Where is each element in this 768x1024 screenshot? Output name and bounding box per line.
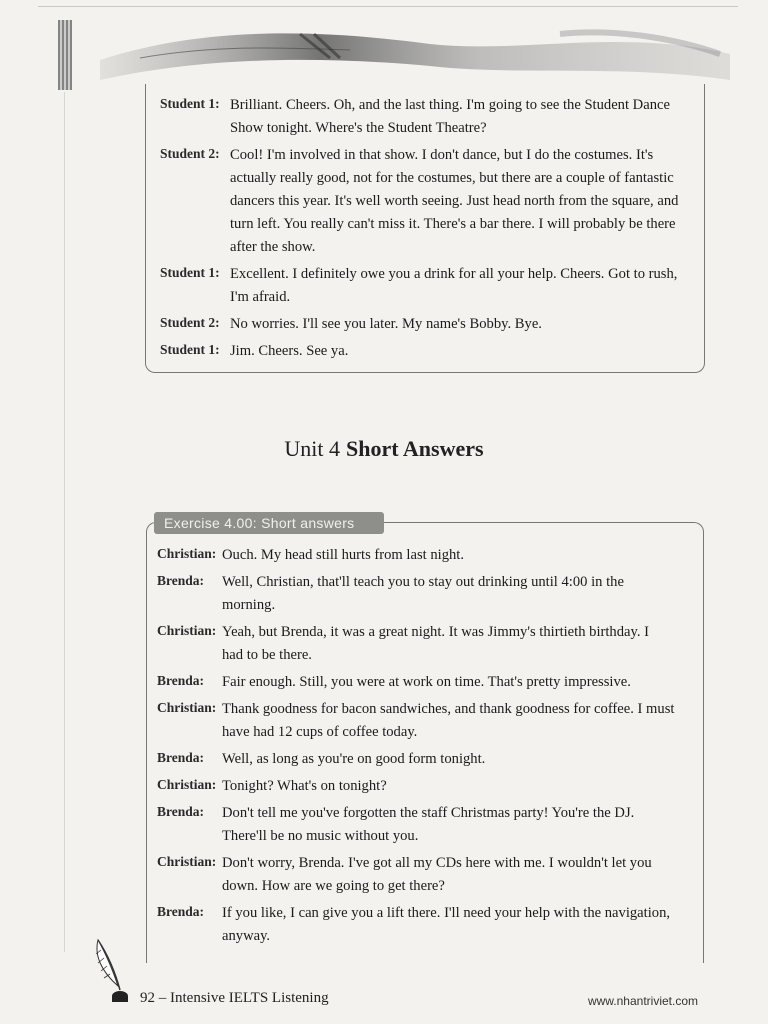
speaker-name: Brenda: (157, 673, 205, 688)
unit-heading (0, 436, 768, 462)
page-margin-line (64, 92, 65, 952)
speaker-name: Christian: (157, 700, 217, 715)
speech-line: actually really good, not for the costumes, but there are a couple of fantastic (230, 170, 674, 186)
speaker-name: Student 2: (160, 315, 220, 330)
speech-line: Show tonight. Where's the Student Theatre? (230, 120, 487, 136)
speech-line: If you like, I can give you a lift there. I'll need your help with the navigation, (222, 905, 671, 921)
speaker-name: Brenda: (157, 750, 205, 765)
speech-line: There'll be no music without you. (222, 828, 419, 844)
speech-line: after the show. (230, 239, 316, 255)
speech-line: Tonight? What's on tonight? (222, 778, 387, 794)
speech-line: Well, Christian, that'll teach you to stay out drinking until 4:00 in the (222, 574, 624, 590)
unit-number: Unit 4 (284, 436, 341, 461)
speech-line: anyway. (222, 928, 271, 944)
speaker-name: Student 1: (160, 342, 220, 357)
speech-line: Ouch. My head still hurts from last night. (222, 547, 464, 563)
speaker-name: Christian: (157, 623, 217, 638)
speech-line: Well, as long as you're on good form tonight. (222, 751, 486, 767)
speech-line: had to be there. (222, 647, 312, 663)
speech-line: dancers this year. It's well worth seeing. Just head north from the square, and (230, 193, 679, 209)
speaker-name: Christian: (157, 854, 217, 869)
speech-line: No worries. I'll see you later. My name's Bobby. Bye. (230, 316, 542, 332)
speech-line: Don't worry, Brenda. I've got all my CDs here with me. I wouldn't let you (222, 855, 652, 871)
footer-website-link[interactable]: www.nhantriviet.com (587, 994, 698, 1008)
speaker-name: Brenda: (157, 573, 205, 588)
speaker-name: Christian: (157, 777, 217, 792)
speech-line: morning. (222, 597, 276, 613)
speech-line: I'm afraid. (230, 289, 291, 305)
speech-line: Thank goodness for bacon sandwiches, and thank goodness for coffee. I must (222, 701, 675, 717)
footer-page-reference: 92 – Intensive IELTS Listening (140, 990, 329, 1006)
unit-title: Short Answers (346, 436, 484, 461)
speaker-name: Brenda: (157, 804, 205, 819)
speech-line: down. How are we going to get there? (222, 878, 445, 894)
speaker-name: Student 2: (160, 146, 220, 161)
speech-line: Cool! I'm involved in that show. I don't dance, but I do the costumes. It's (230, 147, 654, 163)
speaker-name: Christian: (157, 546, 217, 561)
speech-line: turn left. You really can't miss it. There's a bar there. I will probably be there (230, 216, 676, 232)
speech-line: Brilliant. Cheers. Oh, and the last thing. I'm going to see the Student Dance (230, 97, 670, 113)
speaker-name: Brenda: (157, 904, 205, 919)
speech-line: Don't tell me you've forgotten the staff Christmas party! You're the DJ. (222, 805, 635, 821)
speaker-name: Student 1: (160, 265, 220, 280)
speech-line: have had 12 cups of coffee today. (222, 724, 418, 740)
speech-line: Fair enough. Still, you were at work on time. That's pretty impressive. (222, 674, 631, 690)
speech-line: Jim. Cheers. See ya. (230, 343, 349, 359)
speaker-name: Student 1: (160, 96, 220, 111)
scan-edge (38, 6, 738, 7)
exercise-label: Exercise 4.00: Short answers (154, 512, 384, 534)
binding-edge-mark (58, 20, 72, 90)
speech-line: Yeah, but Brenda, it was a great night. It was Jimmy's thirtieth birthday. I (222, 624, 649, 640)
quill-icon (92, 938, 132, 1004)
speech-line: Excellent. I definitely owe you a drink for all your help. Cheers. Got to rush, (230, 266, 678, 282)
decorative-header-banner (100, 14, 730, 80)
